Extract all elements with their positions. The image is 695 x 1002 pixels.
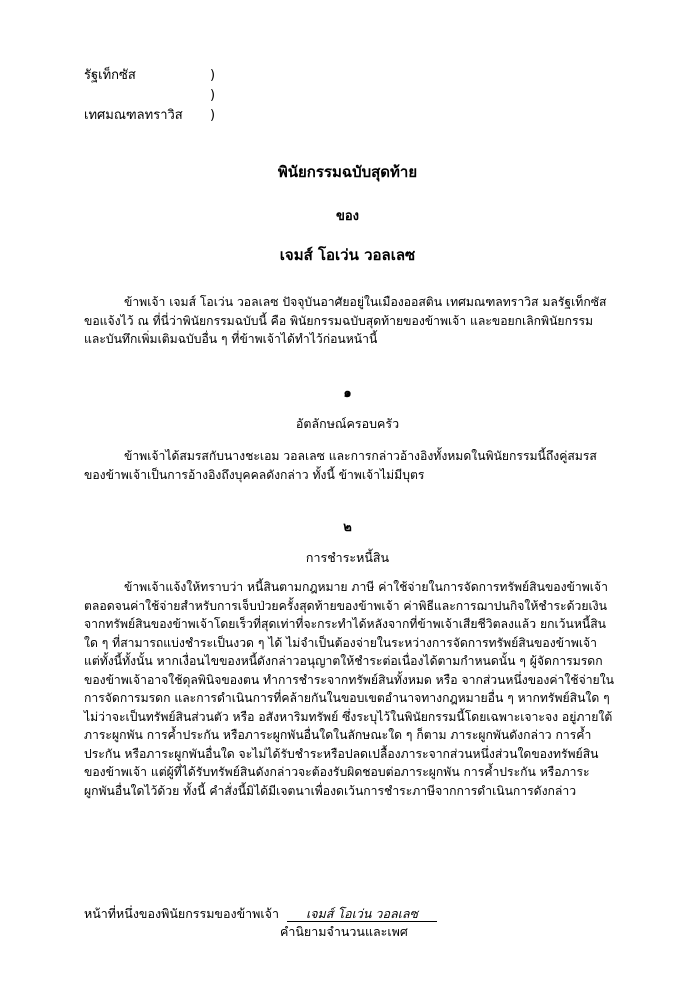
intro-paragraph — [84, 293, 614, 349]
caption-paren: ) — [210, 108, 216, 123]
document-title: พินัยกรรมฉบับสุดท้าย — [277, 163, 418, 181]
testator-signature: เจมส์ โอเว่น วอลเลซ — [287, 906, 437, 922]
footer-label: หน้าที่หนึ่งของพินัยกรรมของข้าพเจ้า — [84, 906, 280, 921]
title-of: ของ — [335, 209, 360, 224]
section-2-heading: การชำระหนี้สิน — [305, 550, 390, 565]
caption-state: รัฐเท็กซัส — [84, 68, 136, 83]
section-1-text: ข้าพเจ้าได้สมรสกับนางชะเอม วอลเลซ และการกล่าวอ้างอิงทั้งหมดในพินัยกรรมนี้ถึงคู่สมรสของข้าพเจ้าเป็นการอ้างอิงถึงบุคคลดังกล่าว ทั้งนี้ ข้าพเจ้าไม่มีบุตร — [84, 449, 597, 482]
caption-county: เทศมณฑลทราวิส — [84, 108, 183, 123]
intro-text: ข้าพเจ้า เจมส์ โอเว่น วอลเลซ ปัจจุบันอาศัยอยู่ในเมืองออสติน เทศมณฑลทราวิส มลรัฐเท็กซัส ขอแจ้งไว้ ณ ที่นี่ว่าพินัยกรรมฉบับนี้ คือ พินัยกรรมฉบับสุดท้ายของข้าพเจ้า และขอยกเลิกพินัยกรรมและบันทึกเพิ่มเติมฉบับอื่น ๆ ที่ข้าพเจ้าได้ทำไว้ก่อนหน้านี้ — [84, 295, 607, 346]
next-section-title: คำนิยามจำนวนและเพศ — [280, 924, 408, 939]
caption-paren: ) — [210, 68, 216, 83]
caption-paren: ) — [210, 88, 216, 103]
section-1-heading: อัตลักษณ์ครอบครัว — [295, 416, 400, 431]
section-2-number: ๒ — [343, 520, 352, 535]
section-2-paragraph — [84, 578, 614, 800]
caption-blank-row — [84, 86, 284, 106]
section-2-text: ข้าพเจ้าแจ้งให้ทราบว่า หนี้สินตามกฎหมาย ภาษี ค่าใช้จ่ายในการจัดการทรัพย์สินของข้าพเจ้า ตลอดจนค่าใช้จ่ายสำหรับการเจ็บป่วยครั้งสุดท้ายของข้าพเจ้า ค่าพิธีและการฌาปนกิจให้ชำระด้วยเงินจากทรัพย์สินของข้าพเจ้าโดยเร็วที่สุดเท่าที่จะกระทำได้หลังจากที่ข้าพเจ้าเสียชีวิตลงแล้ว ยกเว้นหนี้สินใด ๆ ที่สามารถแบ่งชำระเป็นงวด ๆ ได้ ไม่จำเป็นต้องจ่ายในระหว่างการจัดการทรัพย์สินของข้าพเจ้า แต่ทั้งนี้ทั้งนั้น หากเงื่อนไขของหนี้ดังกล่าวอนุญาตให้ชำระต่อเนื่องได้ตามกำหนดนั้น ๆ ผู้จัดการมรดกของข้าพเจ้าอาจใช้ดุลพินิจของตน ทำการชำระจากทรัพย์สินทั้งหมด หรือ จากส่วนหนึ่งของค่าใช้จ่ายในการจัดการมรดก และการดำเนินการที่คล้ายกันในขอบเขตอำนาจทางกฎหมายอื่น ๆ หากทรัพย์สินใด ๆ ไม่ว่าจะเป็นทรัพย์สินส่วนตัว หรือ อสังหาริมทรัพย์ ซึ่งระบุไว้ในพินัยกรรมนี้โดยเฉพาะเจาะจง อยู่ภายใต้ภาระผูกพัน การค้ำประกัน หรือภาระผูกพันอื่นใดในลักษณะใด ๆ ก็ตาม ภาระผูกพันดังกล่าว การค้ำประกัน หรือภาระผูกพันอื่นใด จะไม่ได้รับชำระหรือปลดเปลื้องภาระจากส่วนหนึ่งส่วนใดของทรัพย์สินของข้าพเจ้า แต่ผู้ที่ได้รับทรัพย์สินดังกล่าวจะต้องรับผิดชอบต่อภาระผูกพัน การค้ำประกัน หรือภาระผูกพันอื่นใดไว้ด้วย ทั้งนี้ คำสั่งนี้มิได้มีเจตนาเพื่องดเว้นการชำระภาษีจากการดำเนินการดังกล่าว — [84, 580, 614, 798]
page-footer — [84, 905, 437, 923]
caption-county-row — [84, 106, 284, 126]
testator-name: เจมส์ โอเว่น วอลเลซ — [279, 246, 416, 264]
case-caption — [84, 66, 284, 126]
section-1-paragraph — [84, 447, 614, 484]
section-1-number: ๑ — [343, 386, 352, 401]
caption-state-row — [84, 66, 284, 86]
